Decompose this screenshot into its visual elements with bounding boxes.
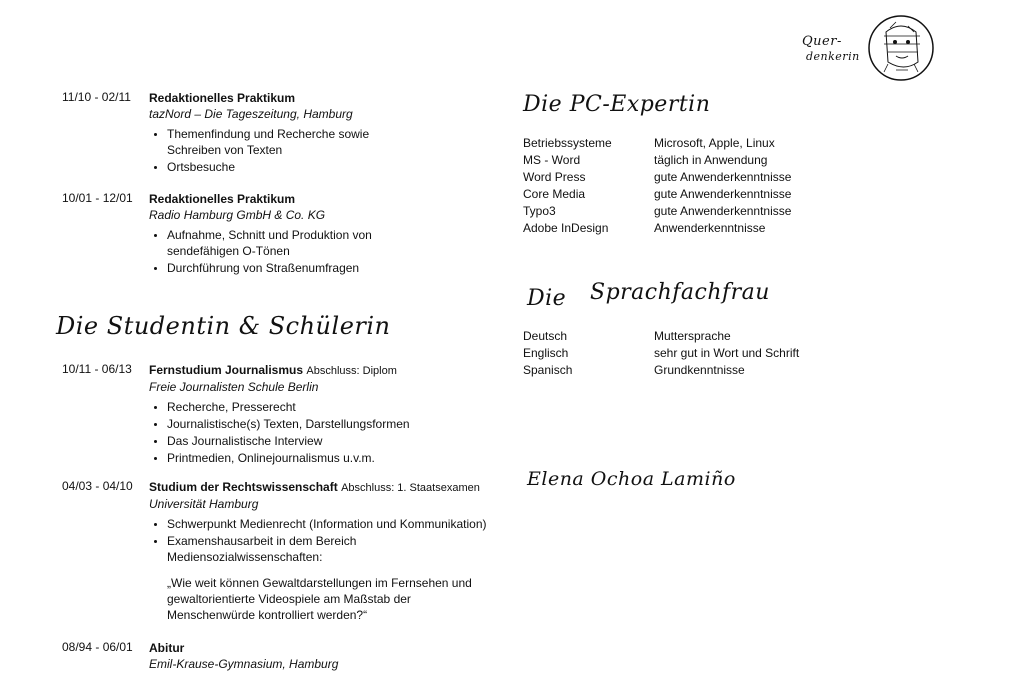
list-item: • Themenfindung und Recherche sowie Schreiben von Texten [167,126,397,158]
signature: Elena Ochoa Lamiño [527,468,736,490]
skill-name: MS - Word [523,153,581,167]
language-name: Englisch [523,346,569,360]
skill-name: Typo3 [523,204,556,218]
table-row [523,152,843,169]
entry-institution: tazNord – Die Tageszeitung, Hamburg [149,107,353,121]
table-row [523,169,843,186]
table-row [523,203,843,220]
logo-text-line2: denkerin [806,50,860,63]
entry-degree: Abschluss: Diplom [306,365,397,377]
language-name: Deutsch [523,329,568,343]
thesis-quote: „Wie weit können Gewaltdarstellungen im Fernsehen und gewaltorientierte Videospiele am Maßstab der Menschenwürde kontrolliert werden?“ [167,576,472,622]
language-heading-prefix: Die [527,286,567,311]
language-table [523,328,843,379]
language-level: Muttersprache [654,329,731,343]
skill-level: gute Anwenderkenntnisse [654,204,792,218]
language-level: sehr gut in Wort und Schrift [654,346,800,360]
list-item: • Das Journalistische Interview [167,433,509,449]
list-item: • Durchführung von Straßenumfragen [167,260,509,276]
language-name: Spanisch [523,363,573,377]
entry-date: 10/11 - 06/13 [62,362,132,376]
skill-level: Anwenderkenntnisse [654,221,766,235]
table-row [523,220,843,237]
table-row [523,328,843,345]
entry-date: 11/10 - 02/11 [62,90,131,104]
entry-title: Redaktionelles Praktikum [149,192,296,206]
entry-title: Studium der Rechtswissenschaft [149,480,338,494]
entry-title: Abitur [149,641,185,655]
language-heading: Sprachfachfrau [590,280,770,305]
list-item: • Recherche, Presserecht [167,399,509,415]
skill-name: Adobe InDesign [523,221,609,235]
table-row [523,186,843,203]
list-item: • Aufnahme, Schnitt und Produktion von sendefähigen O-Tönen [167,227,397,259]
skill-level: täglich in Anwendung [654,153,768,167]
skill-level: gute Anwenderkenntnisse [654,187,792,201]
entry-institution: Radio Hamburg GmbH & Co. KG [149,208,326,222]
logo-text-line1: Quer- [802,34,842,49]
table-row [523,362,843,379]
list-item: • Journalistische(s) Texten, Darstellungsformen [167,416,509,432]
skill-level: Microsoft, Apple, Linux [654,136,775,150]
skill-level: gute Anwenderkenntnisse [654,170,792,184]
entry-degree: Abschluss: 1. Staatsexamen [341,482,480,494]
education-heading: Die Studentin & Schülerin [56,312,391,340]
entry-date: 08/94 - 06/01 [62,640,133,654]
face-sketch-icon [866,12,940,82]
skill-name: Core Media [523,187,586,201]
entry-title: Redaktionelles Praktikum [149,91,296,105]
entry-title: Fernstudium Journalismus [149,363,304,377]
skill-name: Word Press [523,170,586,184]
entry-date: 10/01 - 12/01 [62,191,133,205]
table-row [523,135,843,152]
skill-name: Betriebssysteme [523,136,612,150]
list-item: • Ortsbesuche [167,159,509,175]
table-row [523,345,843,362]
entry-institution: Universität Hamburg [149,497,259,511]
logo [802,12,942,82]
list-item: • Printmedien, Onlinejournalismus u.v.m. [167,450,509,466]
list-item: • Examenshausarbeit in dem Bereich Mediensozialwissenschaften: [167,533,397,565]
entry-date: 04/03 - 04/10 [62,479,133,493]
entry-institution: Emil-Krause-Gymnasium, Hamburg [149,657,339,671]
language-level: Grundkenntnisse [654,363,745,377]
pc-skills-table [523,135,843,237]
entry-institution: Freie Journalisten Schule Berlin [149,380,319,394]
list-item: • Schwerpunkt Medienrecht (Information und Kommunikation) [167,516,517,532]
pc-heading: Die PC-Expertin [523,92,711,117]
